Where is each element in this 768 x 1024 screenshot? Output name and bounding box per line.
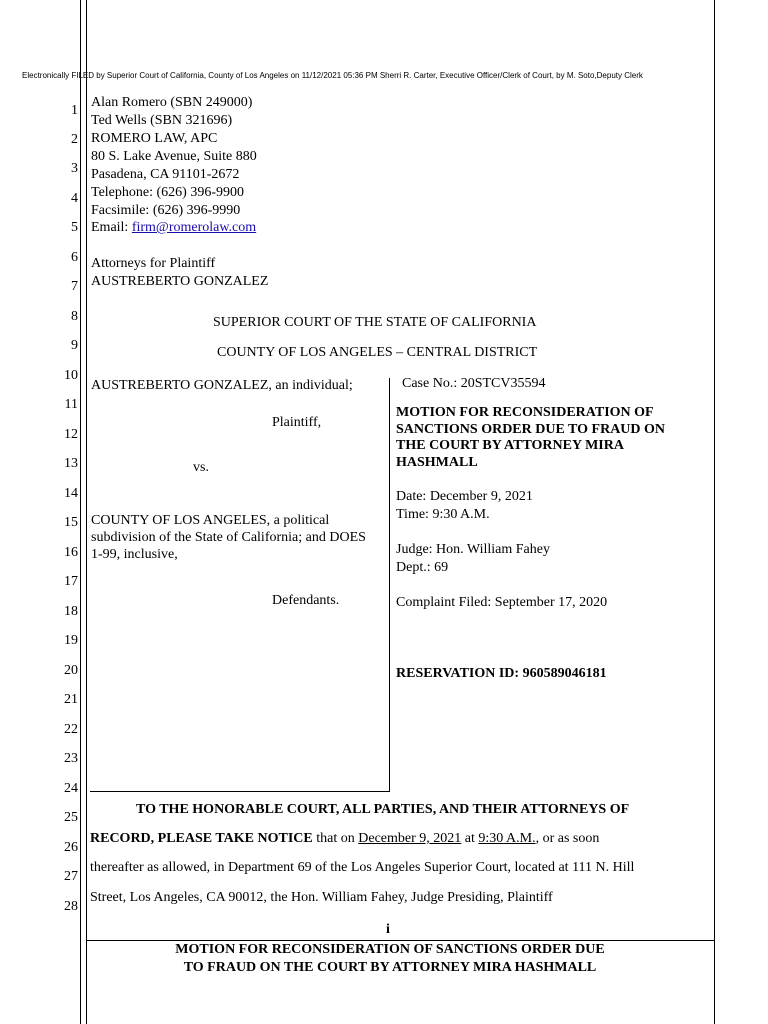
line-number: 6 — [71, 250, 78, 265]
footer-title-line-1: MOTION FOR RECONSIDERATION OF SANCTIONS ORDER DUE — [175, 942, 605, 957]
footer-rule — [86, 940, 715, 941]
attorney-name-1: Alan Romero (SBN 249000) — [91, 95, 253, 110]
caption-bottom-line — [90, 791, 390, 792]
line-number: 2 — [71, 132, 78, 147]
attorney-name-2: Ted Wells (SBN 321696) — [91, 113, 233, 128]
versus-label: vs. — [193, 460, 209, 475]
hearing-time-inline: 9:30 A.M. — [478, 831, 536, 846]
line-number: 23 — [64, 751, 78, 766]
line-number: 20 — [64, 663, 78, 678]
firm-address-2: Pasadena, CA 91101-2672 — [91, 167, 240, 182]
line-number: 8 — [71, 309, 78, 324]
firm-name: ROMERO LAW, APC — [91, 131, 218, 146]
reservation-id: RESERVATION ID: 960589046181 — [396, 666, 607, 681]
line-number: 22 — [64, 722, 78, 737]
motion-title — [396, 405, 696, 471]
firm-email-line — [91, 220, 256, 236]
line-number: 17 — [64, 574, 78, 589]
margin-line-right — [714, 0, 715, 1024]
firm-address-1: 80 S. Lake Avenue, Suite 880 — [91, 149, 257, 164]
judge-name: Judge: Hon. William Fahey — [396, 542, 550, 557]
body-text-segment: , or as soon — [535, 831, 600, 846]
body-line-25: TO THE HONORABLE COURT, ALL PARTIES, AND THEIR ATTORNEYS OF — [136, 802, 630, 817]
line-number: 28 — [64, 899, 78, 914]
attorneys-for-label: Attorneys for Plaintiff — [91, 256, 216, 271]
plaintiff-name: AUSTREBERTO GONZALEZ, an individual; — [91, 378, 353, 393]
footer-title-line-2: TO FRAUD ON THE COURT BY ATTORNEY MIRA HASHMALL — [183, 960, 597, 975]
line-number: 24 — [64, 781, 78, 796]
defendant-role: Defendants. — [272, 593, 340, 608]
line-number: 4 — [71, 191, 78, 206]
line-number: 12 — [64, 427, 78, 442]
motion-title-line-4: HASHMALL — [396, 454, 478, 470]
hearing-date: Date: December 9, 2021 — [396, 489, 533, 504]
defendant-line-2: subdivision of the State of California; and DOES — [91, 530, 366, 545]
email-link[interactable]: firm@romerolaw.com — [131, 220, 257, 235]
electronic-filing-stamp: Electronically FILED by Superior Court of California, County of Los Angeles on 11/12/2021 05:36 PM Sherri R. Carter, Executive Officer/Clerk of Court, by M. Soto,Deputy Clerk — [22, 71, 643, 80]
plaintiff-role: Plaintiff, — [272, 415, 322, 430]
line-number: 14 — [64, 486, 78, 501]
department: Dept.: 69 — [396, 560, 449, 575]
line-number: 1 — [71, 103, 78, 118]
court-county: COUNTY OF LOS ANGELES – CENTRAL DISTRICT — [217, 345, 538, 360]
body-line-27: thereafter as allowed, in Department 69 of the Los Angeles Superior Court, located at 111 N. Hill — [90, 860, 635, 875]
complaint-filed-date: Complaint Filed: September 17, 2020 — [396, 595, 608, 610]
line-number: 3 — [71, 161, 78, 176]
email-label: Email: — [91, 220, 132, 235]
body-line-28: Street, Los Angeles, CA 90012, the Hon. William Fahey, Judge Presiding, Plaintiff — [90, 890, 553, 905]
hearing-date-inline: December 9, 2021 — [358, 831, 462, 846]
body-text-segment: at — [461, 831, 479, 846]
hearing-time: Time: 9:30 A.M. — [396, 507, 490, 522]
firm-telephone: Telephone: (626) 396-9900 — [91, 185, 244, 200]
firm-facsimile: Facsimile: (626) 396-9990 — [91, 203, 241, 218]
line-number: 26 — [64, 840, 78, 855]
line-number: 18 — [64, 604, 78, 619]
line-number: 19 — [64, 633, 78, 648]
line-number: 7 — [71, 279, 78, 294]
margin-line-left-outer — [80, 0, 81, 1024]
line-number: 25 — [64, 810, 78, 825]
line-number: 16 — [64, 545, 78, 560]
line-number: 13 — [64, 456, 78, 471]
line-number: 27 — [64, 869, 78, 884]
court-name: SUPERIOR COURT OF THE STATE OF CALIFORNIA — [213, 315, 537, 330]
motion-title-line-2: SANCTIONS ORDER DUE TO FRAUD ON — [396, 421, 666, 437]
body-text-segment: that on — [312, 831, 359, 846]
line-number: 5 — [71, 220, 78, 235]
defendant-line-3: 1-99, inclusive, — [91, 547, 178, 562]
caption-divider — [389, 378, 390, 791]
margin-line-left-inner — [86, 0, 87, 1024]
line-number: 21 — [64, 692, 78, 707]
body-line-26 — [90, 831, 690, 847]
line-number: 15 — [64, 515, 78, 530]
defendant-line-1: COUNTY OF LOS ANGELES, a political — [91, 513, 330, 528]
notice-heading: RECORD, PLEASE TAKE NOTICE — [90, 831, 313, 846]
motion-title-line-3: THE COURT BY ATTORNEY MIRA — [396, 438, 624, 453]
case-number: Case No.: 20STCV35594 — [402, 376, 546, 391]
line-number: 10 — [64, 368, 78, 383]
line-number: 11 — [64, 397, 78, 412]
page-number: i — [386, 922, 390, 937]
motion-title-line-1: MOTION FOR RECONSIDERATION OF — [396, 405, 654, 420]
client-name: AUSTREBERTO GONZALEZ — [91, 274, 269, 289]
line-number: 9 — [71, 338, 78, 353]
